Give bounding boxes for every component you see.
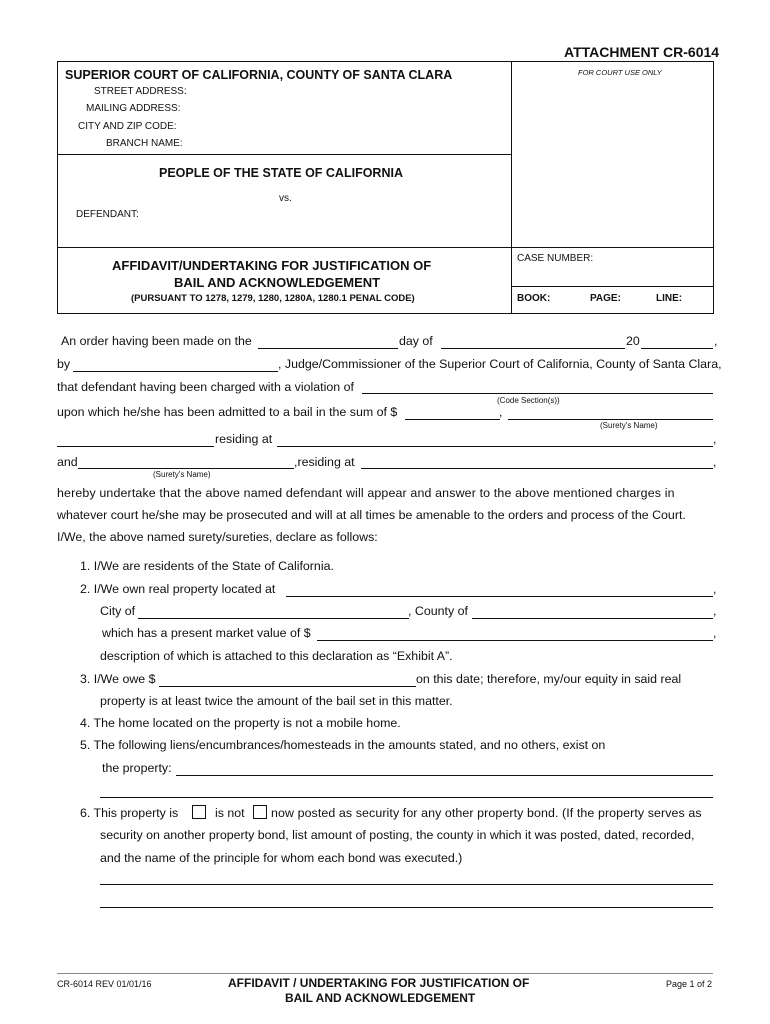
item-3: 3. I/We owe $	[80, 672, 156, 686]
item-6: 6. This property is	[80, 806, 179, 820]
surety-name-caption-1: (Surety's Name)	[600, 421, 658, 430]
item-3-continued: on this date; therefore, my/our equity in said real	[416, 672, 682, 686]
surety-name-caption-2: (Surety's Name)	[153, 470, 211, 479]
declare-text: I/We, the above named surety/sureties, declare as follows:	[57, 530, 378, 544]
case-number-label: CASE NUMBER:	[517, 253, 594, 264]
form-revision: CR-6014 REV 01/01/16	[57, 979, 152, 989]
undertake-line2: whatever court he/she may be prosecuted and will at all times be amenable to the orders and process of the Court.	[57, 508, 686, 522]
surety-address-field-2[interactable]	[361, 468, 713, 469]
plaintiff-name: PEOPLE OF THE STATE OF CALIFORNIA	[159, 166, 403, 180]
footer-title-line2: BAIL AND ACKNOWLEDGEMENT	[285, 991, 476, 1005]
mailing-address-label: MAILING ADDRESS:	[86, 103, 181, 114]
residing-at-label: residing at	[215, 432, 273, 446]
bail-amount-field[interactable]	[405, 419, 500, 420]
versus-label: vs.	[279, 193, 292, 204]
surety-name-field-2[interactable]	[78, 468, 294, 469]
footer-rule	[57, 973, 713, 974]
county-of-label: , County of	[408, 604, 468, 618]
comma: ,	[499, 405, 503, 419]
page-number: Page 1 of 2	[666, 979, 713, 989]
charged-text: that defendant having been charged with a violation of	[57, 380, 354, 394]
branch-name-label: BRANCH NAME:	[106, 138, 183, 149]
footer-title-line1: AFFIDAVIT / UNDERTAKING FOR JUSTIFICATION OF	[228, 976, 530, 990]
city-zip-label: CITY AND ZIP CODE:	[78, 121, 177, 132]
market-value-label: which has a present market value of $	[102, 626, 311, 640]
comma: ,	[713, 432, 717, 446]
is-checkbox[interactable]	[192, 805, 206, 819]
bail-text: upon which he/she has been admitted to a bail in the sum of $	[57, 405, 398, 419]
code-section-caption: (Code Section(s))	[497, 396, 560, 405]
bond-details-field-1[interactable]	[100, 884, 713, 885]
item-6-line3: and the name of the principle for whom each bond was executed.)	[100, 851, 463, 865]
comma: ,	[714, 334, 718, 348]
judge-text: , Judge/Commissioner of the Superior Court of California, County of Santa Clara,	[278, 357, 722, 371]
city-of-label: City of	[100, 604, 136, 618]
and-text: and	[57, 455, 78, 469]
court-name: SUPERIOR COURT OF CALIFORNIA, COUNTY OF SANTA CLARA	[65, 68, 453, 82]
order-month-field[interactable]	[441, 348, 625, 349]
form-title-line1: AFFIDAVIT/UNDERTAKING FOR JUSTIFICATION OF	[112, 258, 432, 273]
market-value-field[interactable]	[317, 640, 713, 641]
is-not-label: is not	[215, 806, 245, 820]
residing-at-label-2: ,residing at	[294, 455, 355, 469]
item-6-continued: now posted as security for any other property bond. (If the property serves as	[271, 806, 702, 820]
order-date-field[interactable]	[258, 348, 398, 349]
item-5-property-label: the property:	[102, 761, 172, 775]
item-1: 1. I/We are residents of the State of California.	[80, 559, 334, 573]
page-label: PAGE:	[590, 293, 621, 304]
attachment-title: ATTACHMENT CR-6014	[564, 44, 720, 60]
item-5: 5. The following liens/encumbrances/homesteads in the amounts stated, and no others, exist on	[80, 738, 606, 752]
book-label: BOOK:	[517, 293, 551, 304]
court-divider	[57, 154, 512, 155]
liens-field-2[interactable]	[100, 797, 713, 798]
by-text: by	[57, 357, 71, 371]
pursuant-code: (PURSUANT TO 1278, 1279, 1280, 1280A, 1280.1 PENAL CODE)	[131, 293, 415, 304]
street-address-label: STREET ADDRESS:	[94, 86, 187, 97]
caption-box	[57, 61, 714, 314]
surety-name-field-1b[interactable]	[57, 446, 214, 447]
court-use-label: FOR COURT USE ONLY	[578, 68, 662, 77]
judge-name-field[interactable]	[73, 371, 278, 372]
form-title-line2: BAIL AND ACKNOWLEDGEMENT	[174, 275, 381, 290]
surety-name-field-1[interactable]	[508, 419, 713, 420]
is-not-checkbox[interactable]	[253, 805, 267, 819]
item-2: 2. I/We own real property located at	[80, 582, 276, 596]
defendant-label: DEFENDANT:	[76, 209, 139, 220]
day-of-text: day of	[399, 334, 433, 348]
item-4: 4. The home located on the property is not a mobile home.	[80, 716, 401, 730]
order-text: An order having been made on the	[61, 334, 252, 348]
comma: ,	[713, 582, 717, 596]
undertake-line1: hereby undertake that the above named defendant will appear and answer to the above mentioned charges in	[57, 486, 675, 500]
comma: ,	[713, 626, 717, 640]
court-use-divider	[511, 61, 512, 313]
case-divider	[511, 286, 713, 287]
order-year-field[interactable]	[641, 348, 713, 349]
liens-field-1[interactable]	[176, 775, 713, 776]
property-location-field[interactable]	[286, 596, 713, 597]
county-field[interactable]	[472, 618, 713, 619]
code-section-field[interactable]	[362, 393, 713, 394]
comma: ,	[713, 604, 717, 618]
line-label: LINE:	[656, 293, 683, 304]
item-3-line2: property is at least twice the amount of the bail set in this matter.	[100, 694, 453, 708]
owed-amount-field[interactable]	[159, 686, 416, 687]
city-field[interactable]	[138, 618, 409, 619]
exhibit-text: description of which is attached to this declaration as “Exhibit A”.	[100, 649, 453, 663]
year-prefix: 20	[626, 334, 640, 348]
surety-address-field-1[interactable]	[277, 446, 713, 447]
bond-details-field-2[interactable]	[100, 907, 713, 908]
comma: ,	[713, 455, 717, 469]
parties-divider	[57, 247, 713, 248]
item-6-line2: security on another property bond, list amount of posting, the county in which it was posted, dated, recorded,	[100, 828, 695, 842]
